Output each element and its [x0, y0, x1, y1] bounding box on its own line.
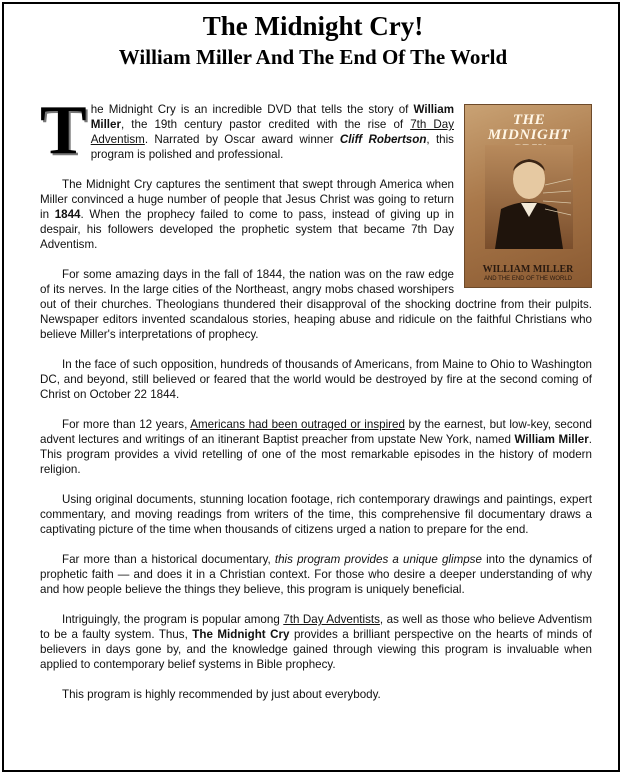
paragraph-3: For some amazing days in the fall of 1844, the nation was on the raw edge of its nerves. In the large cities of the Northeast, angry mobs chased worshipers out of their churches. Theologians thundered their disapproval of the shocking doctrine from their pulpits. Newspaper editors invented scandalous stories, heaping abuse and ridicule on the faithful Christians who believe Miller's interpretations of prophecy. — [40, 268, 592, 341]
italic-text: this program provides a unique glimpse — [274, 553, 482, 566]
paragraph-8 — [40, 612, 592, 672]
bold-title: The Midnight Cry — [192, 628, 290, 641]
text-span: The Midnight Cry captures the sentiment that swept through America when Miller convinced a huge number of people that Jesus Christ was going to return in — [40, 178, 454, 221]
text-span: Intriguingly, the program is popular among — [62, 613, 284, 626]
text-span: . When the prophecy failed to come to pass, instead of giving up in despair, his followers developed the prophetic system that became 7th Day Adventism. — [40, 208, 454, 251]
text-span: . This program provides a vivid retelling of one of the most remarkable episodes in the history of modern religion. — [40, 433, 593, 476]
text-span: provides a brilliant perspective on the hearts of minds of believers in days gone by, and the knowledge gained through viewing this program is invaluable when applied to contemporary belief systems in Bible prophecy. — [40, 628, 592, 671]
paragraph-6: Using original documents, stunning location footage, rich contemporary drawings and paintings, expert commentary, and moving readings from writers of the time, this comprehensive fil documentary draws a captivating picture of the time when thousands of citizens urged a nation to prepare for the end. — [40, 493, 592, 536]
narrator-name: Cliff Robertson — [339, 133, 427, 146]
paragraph-9: This program is highly recommended by just about everybody. — [62, 688, 381, 701]
text-span: into the dynamics of prophetic faith — and does it in a Christian context. For those who desire a deeper understanding of why and how people believe the things they believe, this program is uniquely beneficial. — [40, 553, 592, 596]
bold-name: William Miller — [514, 433, 589, 446]
paragraph-5 — [40, 417, 592, 477]
text-span: Far more than a historical documentary, — [62, 553, 275, 566]
text-span: by the earnest, but low-key, second advent lectures and writings of an itinerant Baptist preacher from upstate New York, named — [40, 418, 592, 446]
article-body — [40, 92, 593, 717]
page-subtitle: William Miller And The End Of The World — [118, 45, 508, 69]
cover-name: WILLIAM MILLER — [482, 264, 574, 275]
bold-name: William Miller — [90, 103, 454, 131]
text-span: , the 19th century pastor credited with the rise of — [120, 118, 411, 131]
underlined-text: Americans had been outraged or inspired — [190, 418, 405, 431]
drop-cap: T — [40, 92, 87, 169]
bold-year: 1844 — [54, 208, 81, 221]
text-span: For more than 12 years, — [62, 418, 191, 431]
portrait-image — [485, 145, 573, 249]
text-span: he Midnight Cry is an incredible DVD that tells the story of — [90, 103, 414, 116]
cover-subtitle: AND THE END OF THE WORLD — [483, 276, 573, 282]
text-span: , this program is polished and professional. — [90, 133, 454, 161]
dvd-cover-image — [464, 104, 592, 288]
text-span: , as well as those who believe Adventism to be a faulty system. Thus, — [40, 613, 592, 641]
text-span: . Narrated by Oscar award winner — [144, 133, 340, 146]
underlined-text: 7th Day Adventists — [283, 613, 380, 626]
cover-title: THE MIDNIGHT — [487, 112, 571, 143]
underlined-text: 7th Day Adventism — [90, 118, 454, 146]
page-title: The Midnight Cry! — [202, 11, 424, 41]
paragraph-4: In the face of such opposition, hundreds of thousands of Americans, from Maine to Ohio to Washington DC, and beyond, still believed or feared that the world would be destroyed by fire at the second coming of Christ on October 22 1844. — [40, 358, 592, 401]
page-frame — [2, 2, 620, 772]
paragraph-7 — [40, 552, 592, 597]
